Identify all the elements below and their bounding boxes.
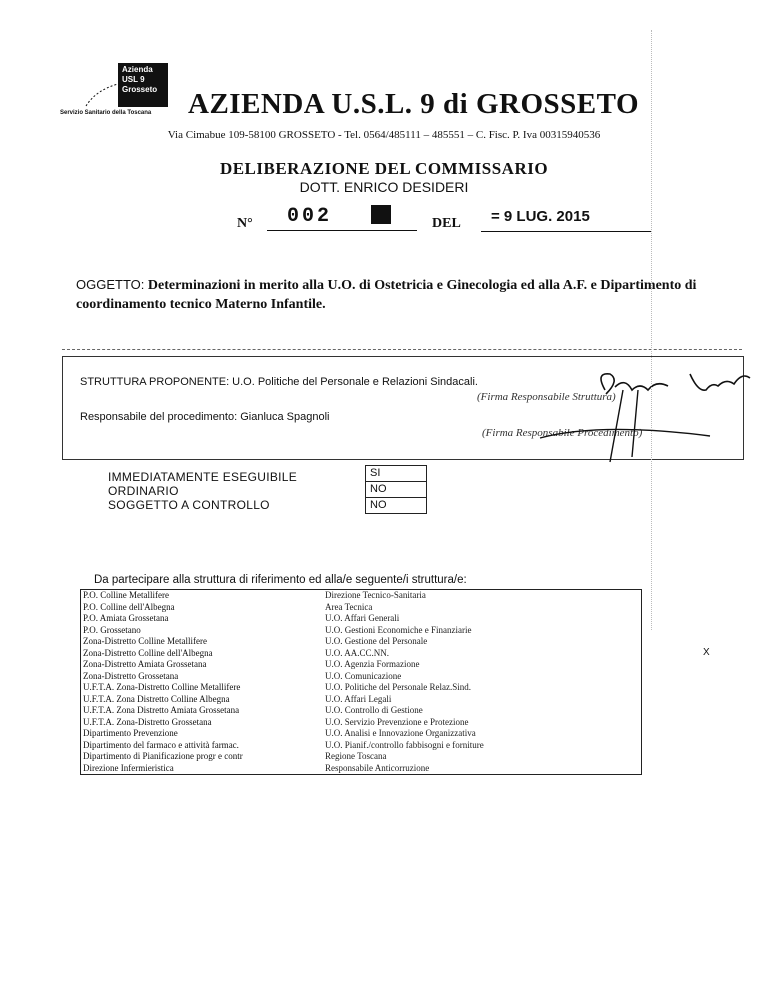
logo-line: Azienda bbox=[122, 65, 153, 74]
table-cell: U.O. Affari Legali bbox=[325, 693, 392, 704]
procedure-responsible: Responsabile del procedimento: Gianluca Spagnoli bbox=[80, 411, 330, 423]
table-cell: U.O. Pianif./controllo fabbisogni e forniture bbox=[325, 739, 484, 750]
table-row bbox=[81, 694, 641, 706]
table-cell: Regione Toscana bbox=[325, 751, 387, 761]
table-row bbox=[81, 751, 641, 763]
logo-line: Grosseto bbox=[122, 85, 158, 94]
table-row bbox=[81, 717, 641, 729]
scan-edge-line bbox=[651, 30, 652, 630]
divider bbox=[62, 349, 742, 350]
table-row bbox=[81, 602, 641, 614]
subject-text: Determinazioni in merito alla U.O. di Ostetricia e Ginecologia ed alla A.F. e Dipartimento di coordinamento tecnico Materno Infantile. bbox=[76, 278, 697, 312]
logo-swoosh-icon bbox=[84, 80, 120, 108]
table-cell: Zona-Distretto Grossetana bbox=[83, 670, 179, 681]
table-cell: U.O. Controllo di Gestione bbox=[325, 705, 423, 715]
date-label: DEL bbox=[432, 216, 461, 231]
table-row bbox=[81, 613, 641, 625]
table-row bbox=[81, 763, 641, 775]
table-cell: P.O. Amiata Grossetana bbox=[83, 613, 169, 623]
deliberation-date: = 9 LUG. 2015 bbox=[481, 208, 651, 232]
procedure-signature-caption: (Firma Responsabile Procedimento) bbox=[482, 427, 643, 439]
organization-address: Via Cimabue 109-58100 GROSSETO - Tel. 0564/485111 – 485551 – C. Fisc. P. Iva 00315940536 bbox=[167, 129, 601, 141]
table-cell: U.F.T.A. Zona Distretto Colline Albegna bbox=[83, 693, 230, 704]
table-cell: U.O. Politiche del Personale Relaz.Sind. bbox=[325, 682, 471, 692]
execution-values bbox=[365, 465, 427, 514]
table-cell: U.O. Servizio Prevenzione e Protezione bbox=[325, 716, 469, 727]
table-cell: Dipartimento Prevenzione bbox=[83, 728, 178, 738]
logo-line: USL 9 bbox=[122, 75, 145, 84]
execution-value: NO bbox=[370, 499, 387, 511]
distribution-table bbox=[80, 589, 642, 775]
table-cell: Zona-Distretto Colline Metallifere bbox=[83, 636, 207, 646]
logo-caption: Servizio Sanitario della Toscana bbox=[60, 110, 152, 116]
table-cell: P.O. Colline Metallifere bbox=[83, 590, 169, 600]
structure-signature-caption: (Firma Responsabile Struttura) bbox=[477, 391, 616, 403]
execution-labels bbox=[108, 470, 297, 512]
table-cell: U.O. Comunicazione bbox=[325, 670, 402, 681]
table-row bbox=[81, 705, 641, 717]
table-cell: U.O. Gestione del Personale bbox=[325, 636, 428, 646]
table-cell: U.O. Analisi e Innovazione Organizzativa bbox=[325, 728, 476, 738]
deliberation-number: 002 bbox=[267, 205, 417, 231]
handwritten-signature-icon bbox=[420, 352, 760, 467]
table-cell: U.O. AA.CC.NN. bbox=[325, 647, 390, 658]
deliberation-heading: DELIBERAZIONE DEL COMMISSARIO bbox=[219, 159, 549, 178]
table-row bbox=[81, 659, 641, 671]
table-cell: Responsabile Anticorruzione bbox=[325, 762, 430, 773]
execution-value: NO bbox=[366, 482, 426, 498]
table-row bbox=[81, 671, 641, 683]
execution-label: ORDINARIO bbox=[108, 484, 179, 498]
table-cell: P.O. Grossetano bbox=[83, 624, 141, 635]
table-row bbox=[81, 590, 641, 602]
table-cell: Zona-Distretto Colline dell'Albegna bbox=[83, 647, 213, 658]
number-label: N° bbox=[237, 216, 253, 231]
execution-label: SOGGETTO A CONTROLLO bbox=[108, 498, 270, 512]
organization-title: AZIENDA U.S.L. 9 di GROSSETO bbox=[188, 88, 640, 120]
table-cell: U.O. Affari Generali bbox=[325, 613, 400, 623]
table-row bbox=[81, 636, 641, 648]
table-cell: U.F.T.A. Zona-Distretto Grossetana bbox=[83, 716, 212, 727]
distribution-mark: X bbox=[703, 647, 710, 658]
table-cell: Dipartimento di Pianificazione progr e contr bbox=[83, 751, 243, 761]
commissioner-name: DOTT. ENRICO DESIDERI bbox=[299, 179, 469, 195]
subject-label: OGGETTO: bbox=[76, 277, 145, 292]
execution-label: IMMEDIATAMENTE ESEGUIBILE bbox=[108, 470, 298, 484]
table-cell: Direzione Infermieristica bbox=[83, 762, 174, 773]
distribution-intro: Da partecipare alla struttura di riferimento ed alla/e seguente/i struttura/e: bbox=[94, 574, 467, 586]
table-cell: U.O. Agenzia Formazione bbox=[325, 659, 420, 669]
proposing-structure: STRUTTURA PROPONENTE: U.O. Politiche del Personale e Relazioni Sindacali. bbox=[80, 376, 478, 388]
table-cell: U.O. Gestioni Economiche e Finanziarie bbox=[325, 624, 472, 635]
table-cell: U.F.T.A. Zona Distretto Amiata Grossetana bbox=[83, 705, 240, 715]
table-cell: Direzione Tecnico-Sanitaria bbox=[325, 590, 426, 600]
table-cell: Dipartimento del farmaco e attività farmac. bbox=[83, 739, 239, 750]
stamp-mark-icon bbox=[371, 205, 391, 224]
table-cell: Area Tecnica bbox=[325, 601, 373, 612]
table-cell: Zona-Distretto Amiata Grossetana bbox=[83, 659, 207, 669]
logo bbox=[118, 63, 168, 107]
table-cell: U.F.T.A. Zona-Distretto Colline Metallifere bbox=[83, 682, 241, 692]
table-row bbox=[81, 682, 641, 694]
table-cell: P.O. Colline dell'Albegna bbox=[83, 601, 175, 612]
table-row bbox=[81, 648, 641, 660]
execution-value: SI bbox=[366, 466, 426, 482]
table-row bbox=[81, 740, 641, 752]
table-row bbox=[81, 728, 641, 740]
table-row bbox=[81, 625, 641, 637]
subject bbox=[76, 275, 716, 314]
